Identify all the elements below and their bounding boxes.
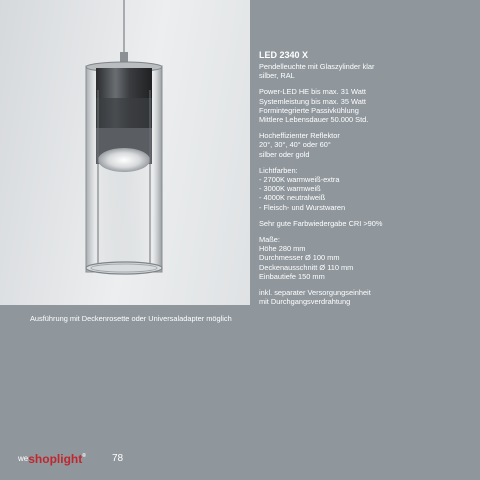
color-rendering-block (259, 219, 474, 228)
reflector-line: Hocheffizienter Reflektor (259, 131, 340, 141)
description-line: silber, RAL (259, 71, 295, 81)
logo-we: we (18, 454, 29, 463)
dimension-line: Maße: (259, 235, 280, 245)
light-color-line: - 4000K neutralweiß (259, 193, 326, 203)
description-line: Pendelleuchte mit Glaszylinder klar (259, 62, 375, 71)
shoplight-logo (18, 452, 86, 466)
reflector-lens (98, 148, 150, 172)
power-line: Mittlere Lebensdauer 50.000 Std. (259, 115, 369, 125)
product-photo (0, 0, 250, 305)
light-colors-block (259, 166, 474, 212)
description-block (259, 62, 474, 80)
dimensions-block (259, 235, 474, 281)
light-color-line: Lichtfarben: (259, 165, 298, 175)
light-color-line: - Fleisch- und Wurstwaren (259, 202, 346, 212)
product-spec-text (259, 50, 474, 313)
color-rendering-line: Sehr gute Farbwiedergabe CRI >90% (259, 218, 383, 228)
power-line: Systemleistung bis max. 35 Watt (259, 96, 366, 106)
power-line: Formintegrierte Passivkühlung (259, 105, 359, 115)
dimension-line: Einbautiefe 150 mm (259, 271, 325, 281)
light-color-line: - 3000K warmweiß (259, 184, 321, 194)
dimension-line: Höhe 280 mm (259, 244, 306, 254)
logo-brand: shoplight (28, 452, 83, 466)
reflector-line: silber oder gold (259, 149, 310, 159)
power-line: Power-LED HE bis max. 31 Watt (259, 87, 366, 97)
photo-caption: Ausführung mit Deckenrosette oder Universaladapter möglich (30, 314, 232, 323)
supply-line: inkl. separater Versorgungseinheit (259, 288, 371, 298)
product-title: LED 2340 X (259, 50, 309, 60)
logo-registered-mark: ® (82, 453, 86, 459)
supply-line: mit Durchgangsverdrahtung (259, 297, 351, 307)
supply-block (259, 288, 474, 306)
reflector-line: 20°, 30°, 40° oder 60° (259, 140, 331, 150)
page-number: 78 (112, 453, 124, 464)
power-block (259, 87, 474, 124)
reflector-block (259, 131, 474, 159)
dimension-line: Durchmesser Ø 100 mm (259, 253, 340, 263)
dimension-line: Deckenausschnitt Ø 110 mm (259, 262, 354, 272)
pendant-lamp-illustration (0, 0, 250, 305)
light-color-line: - 2700K warmweiß-extra (259, 175, 340, 185)
